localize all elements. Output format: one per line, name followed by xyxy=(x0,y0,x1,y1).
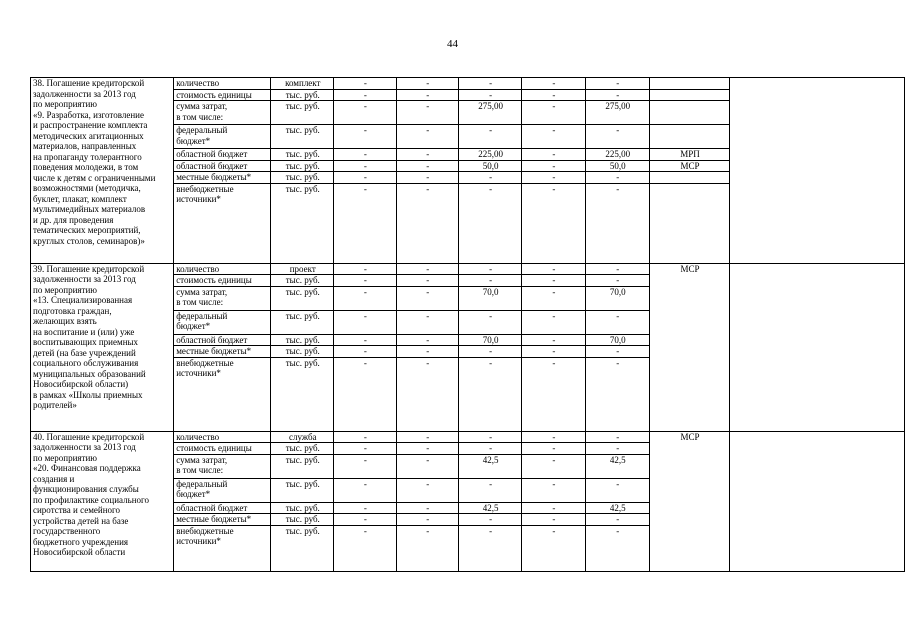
value-cell: - xyxy=(396,478,458,502)
indicator-cell: областной бюджет xyxy=(174,149,271,161)
unit-cell: тыс. руб. xyxy=(271,275,334,287)
value-cell: - xyxy=(522,454,585,478)
indicator-cell: количество xyxy=(174,431,271,443)
unit-cell: комплект xyxy=(271,78,334,90)
value-cell: - xyxy=(334,263,396,275)
value-cell: - xyxy=(334,183,396,263)
value-cell: - xyxy=(458,443,521,455)
value-cell: - xyxy=(396,502,458,514)
indicator-cell: стоимость единицы xyxy=(174,443,271,455)
value-cell: - xyxy=(334,443,396,455)
value-cell: - xyxy=(396,125,458,149)
value-cell: 50,0 xyxy=(585,160,649,172)
unit-cell: служба xyxy=(271,431,334,443)
value-cell: - xyxy=(458,125,521,149)
value-cell: - xyxy=(522,310,585,334)
value-cell: - xyxy=(458,89,521,101)
executor-cell xyxy=(649,125,729,149)
value-cell: - xyxy=(396,286,458,310)
value-cell: - xyxy=(396,160,458,172)
value-cell: - xyxy=(334,431,396,443)
executor-cell xyxy=(649,101,729,125)
value-cell: - xyxy=(522,514,585,526)
value-cell: - xyxy=(585,357,649,431)
value-cell: - xyxy=(585,125,649,149)
indicator-cell: местные бюджеты* xyxy=(174,346,271,358)
activity-description: 38. Погашение кредиторской задолженности за 2013 год по мероприятию «9. Разработка, изготовление и распространение комплекта методических агитационных материалов, направленных на пропаганду толерантного поведения молодежи, в том числе к детям с ограниченными возможностями (методичка, буклет, плакат, комплект мультимедийных материалов и др. для проведения тематических мероприятий, круглых столов, семинаров)» xyxy=(31,78,174,264)
executor-cell xyxy=(649,89,729,101)
value-cell: - xyxy=(334,89,396,101)
unit-cell: тыс. руб. xyxy=(271,525,334,571)
value-cell: - xyxy=(585,310,649,334)
value-cell: - xyxy=(585,525,649,571)
value-cell: 70,0 xyxy=(458,334,521,346)
indicator-cell: стоимость единицы xyxy=(174,89,271,101)
value-cell: - xyxy=(522,357,585,431)
value-cell: - xyxy=(396,454,458,478)
value-cell: - xyxy=(522,502,585,514)
unit-cell: тыс. руб. xyxy=(271,183,334,263)
unit-cell: тыс. руб. xyxy=(271,514,334,526)
value-cell: - xyxy=(334,172,396,184)
executor-cell xyxy=(649,183,729,263)
value-cell: - xyxy=(585,172,649,184)
note-cell xyxy=(730,78,905,264)
unit-cell: тыс. руб. xyxy=(271,357,334,431)
value-cell: - xyxy=(396,101,458,125)
value-cell: - xyxy=(522,149,585,161)
value-cell: - xyxy=(458,263,521,275)
indicator-cell: областной бюджет xyxy=(174,334,271,346)
value-cell: - xyxy=(522,78,585,90)
value-cell: 42,5 xyxy=(458,454,521,478)
value-cell: - xyxy=(458,78,521,90)
indicator-cell: внебюджетные источники* xyxy=(174,183,271,263)
value-cell: - xyxy=(334,149,396,161)
value-cell: 70,0 xyxy=(585,286,649,310)
executor-cell xyxy=(649,78,729,90)
value-cell: - xyxy=(396,525,458,571)
value-cell: - xyxy=(522,172,585,184)
indicator-cell: сумма затрат, в том числе: xyxy=(174,286,271,310)
value-cell: - xyxy=(396,149,458,161)
value-cell: - xyxy=(458,514,521,526)
indicator-cell: внебюджетные источники* xyxy=(174,525,271,571)
value-cell: 50,0 xyxy=(458,160,521,172)
value-cell: - xyxy=(396,263,458,275)
value-cell: - xyxy=(396,89,458,101)
page-number: 44 xyxy=(447,38,458,50)
value-cell: - xyxy=(458,478,521,502)
value-cell: - xyxy=(522,334,585,346)
value-cell: - xyxy=(334,525,396,571)
value-cell: - xyxy=(458,346,521,358)
executor-cell: МСР xyxy=(649,431,729,571)
value-cell: - xyxy=(334,478,396,502)
value-cell: - xyxy=(334,454,396,478)
value-cell: - xyxy=(334,514,396,526)
value-cell: 42,5 xyxy=(458,502,521,514)
value-cell: - xyxy=(458,357,521,431)
value-cell: - xyxy=(522,346,585,358)
indicator-cell: количество xyxy=(174,78,271,90)
value-cell: - xyxy=(396,310,458,334)
value-cell: - xyxy=(585,478,649,502)
value-cell: - xyxy=(585,183,649,263)
value-cell: - xyxy=(334,502,396,514)
value-cell: - xyxy=(522,263,585,275)
value-cell: - xyxy=(334,160,396,172)
value-cell: - xyxy=(396,78,458,90)
value-cell: 225,00 xyxy=(458,149,521,161)
value-cell: - xyxy=(522,125,585,149)
value-cell: - xyxy=(396,357,458,431)
value-cell: - xyxy=(458,525,521,571)
value-cell: - xyxy=(396,346,458,358)
unit-cell: тыс. руб. xyxy=(271,286,334,310)
unit-cell: тыс. руб. xyxy=(271,310,334,334)
executor-cell: МРП xyxy=(649,149,729,161)
table-row xyxy=(31,431,905,443)
executor-cell xyxy=(649,172,729,184)
indicator-cell: местные бюджеты* xyxy=(174,514,271,526)
unit-cell: тыс. руб. xyxy=(271,502,334,514)
unit-cell: тыс. руб. xyxy=(271,125,334,149)
unit-cell: тыс. руб. xyxy=(271,346,334,358)
indicator-cell: внебюджетные источники* xyxy=(174,357,271,431)
activity-description: 40. Погашение кредиторской задолженности за 2013 год по мероприятию «20. Финансовая поддержка создания и функционирования службы по профилактике социального сиротства и семейного устройства детей на базе государственного бюджетного учреждения Новосибирской области xyxy=(31,431,174,571)
value-cell: - xyxy=(585,443,649,455)
value-cell: - xyxy=(334,125,396,149)
indicator-cell: областной бюджет xyxy=(174,160,271,172)
indicator-cell: количество xyxy=(174,263,271,275)
value-cell: - xyxy=(396,514,458,526)
unit-cell: тыс. руб. xyxy=(271,443,334,455)
value-cell: 275,00 xyxy=(585,101,649,125)
unit-cell: тыс. руб. xyxy=(271,101,334,125)
value-cell: - xyxy=(396,172,458,184)
value-cell: - xyxy=(585,514,649,526)
unit-cell: тыс. руб. xyxy=(271,172,334,184)
unit-cell: тыс. руб. xyxy=(271,89,334,101)
value-cell: - xyxy=(334,286,396,310)
value-cell: - xyxy=(585,263,649,275)
indicator-cell: федеральный бюджет* xyxy=(174,310,271,334)
table-row xyxy=(31,263,905,275)
value-cell: - xyxy=(458,431,521,443)
value-cell: - xyxy=(585,78,649,90)
value-cell: - xyxy=(334,346,396,358)
value-cell: 42,5 xyxy=(585,454,649,478)
indicator-cell: местные бюджеты* xyxy=(174,172,271,184)
value-cell: - xyxy=(585,89,649,101)
value-cell: - xyxy=(522,275,585,287)
unit-cell: тыс. руб. xyxy=(271,149,334,161)
value-cell: - xyxy=(458,172,521,184)
value-cell: - xyxy=(334,275,396,287)
value-cell: - xyxy=(585,275,649,287)
value-cell: - xyxy=(396,183,458,263)
value-cell: - xyxy=(334,101,396,125)
value-cell: - xyxy=(585,431,649,443)
value-cell: - xyxy=(522,101,585,125)
value-cell: - xyxy=(458,183,521,263)
value-cell: 42,5 xyxy=(585,502,649,514)
value-cell: - xyxy=(334,310,396,334)
unit-cell: тыс. руб. xyxy=(271,334,334,346)
value-cell: - xyxy=(458,275,521,287)
indicator-cell: федеральный бюджет* xyxy=(174,125,271,149)
unit-cell: тыс. руб. xyxy=(271,454,334,478)
indicator-cell: сумма затрат, в том числе: xyxy=(174,454,271,478)
unit-cell: тыс. руб. xyxy=(271,160,334,172)
program-table xyxy=(30,77,905,572)
value-cell: - xyxy=(522,160,585,172)
value-cell: 225,00 xyxy=(585,149,649,161)
indicator-cell: сумма затрат, в том числе: xyxy=(174,101,271,125)
value-cell: - xyxy=(396,443,458,455)
value-cell: - xyxy=(522,431,585,443)
value-cell: - xyxy=(396,334,458,346)
indicator-cell: стоимость единицы xyxy=(174,275,271,287)
value-cell: - xyxy=(522,89,585,101)
note-cell xyxy=(730,431,905,571)
unit-cell: проект xyxy=(271,263,334,275)
note-cell xyxy=(730,263,905,431)
value-cell: - xyxy=(522,286,585,310)
unit-cell: тыс. руб. xyxy=(271,478,334,502)
value-cell: - xyxy=(334,334,396,346)
executor-cell: МСР xyxy=(649,160,729,172)
indicator-cell: федеральный бюджет* xyxy=(174,478,271,502)
value-cell: - xyxy=(522,443,585,455)
activity-description: 39. Погашение кредиторской задолженности за 2013 год по мероприятию «13. Специализированная подготовка граждан, желающих взять на воспитание и (или) уже воспитывающих приемных детей (на базе учреждений социального обслуживания муниципальных образований Новосибирской области) в рамках «Школы приемных родителей» xyxy=(31,263,174,431)
value-cell: 70,0 xyxy=(458,286,521,310)
value-cell: - xyxy=(522,525,585,571)
value-cell: - xyxy=(522,183,585,263)
value-cell: - xyxy=(522,478,585,502)
value-cell: - xyxy=(334,357,396,431)
value-cell: - xyxy=(585,346,649,358)
executor-cell: МСР xyxy=(649,263,729,431)
indicator-cell: областной бюджет xyxy=(174,502,271,514)
value-cell: - xyxy=(458,310,521,334)
value-cell: - xyxy=(334,78,396,90)
value-cell: 275,00 xyxy=(458,101,521,125)
value-cell: 70,0 xyxy=(585,334,649,346)
value-cell: - xyxy=(396,275,458,287)
table-row xyxy=(31,78,905,90)
value-cell: - xyxy=(396,431,458,443)
